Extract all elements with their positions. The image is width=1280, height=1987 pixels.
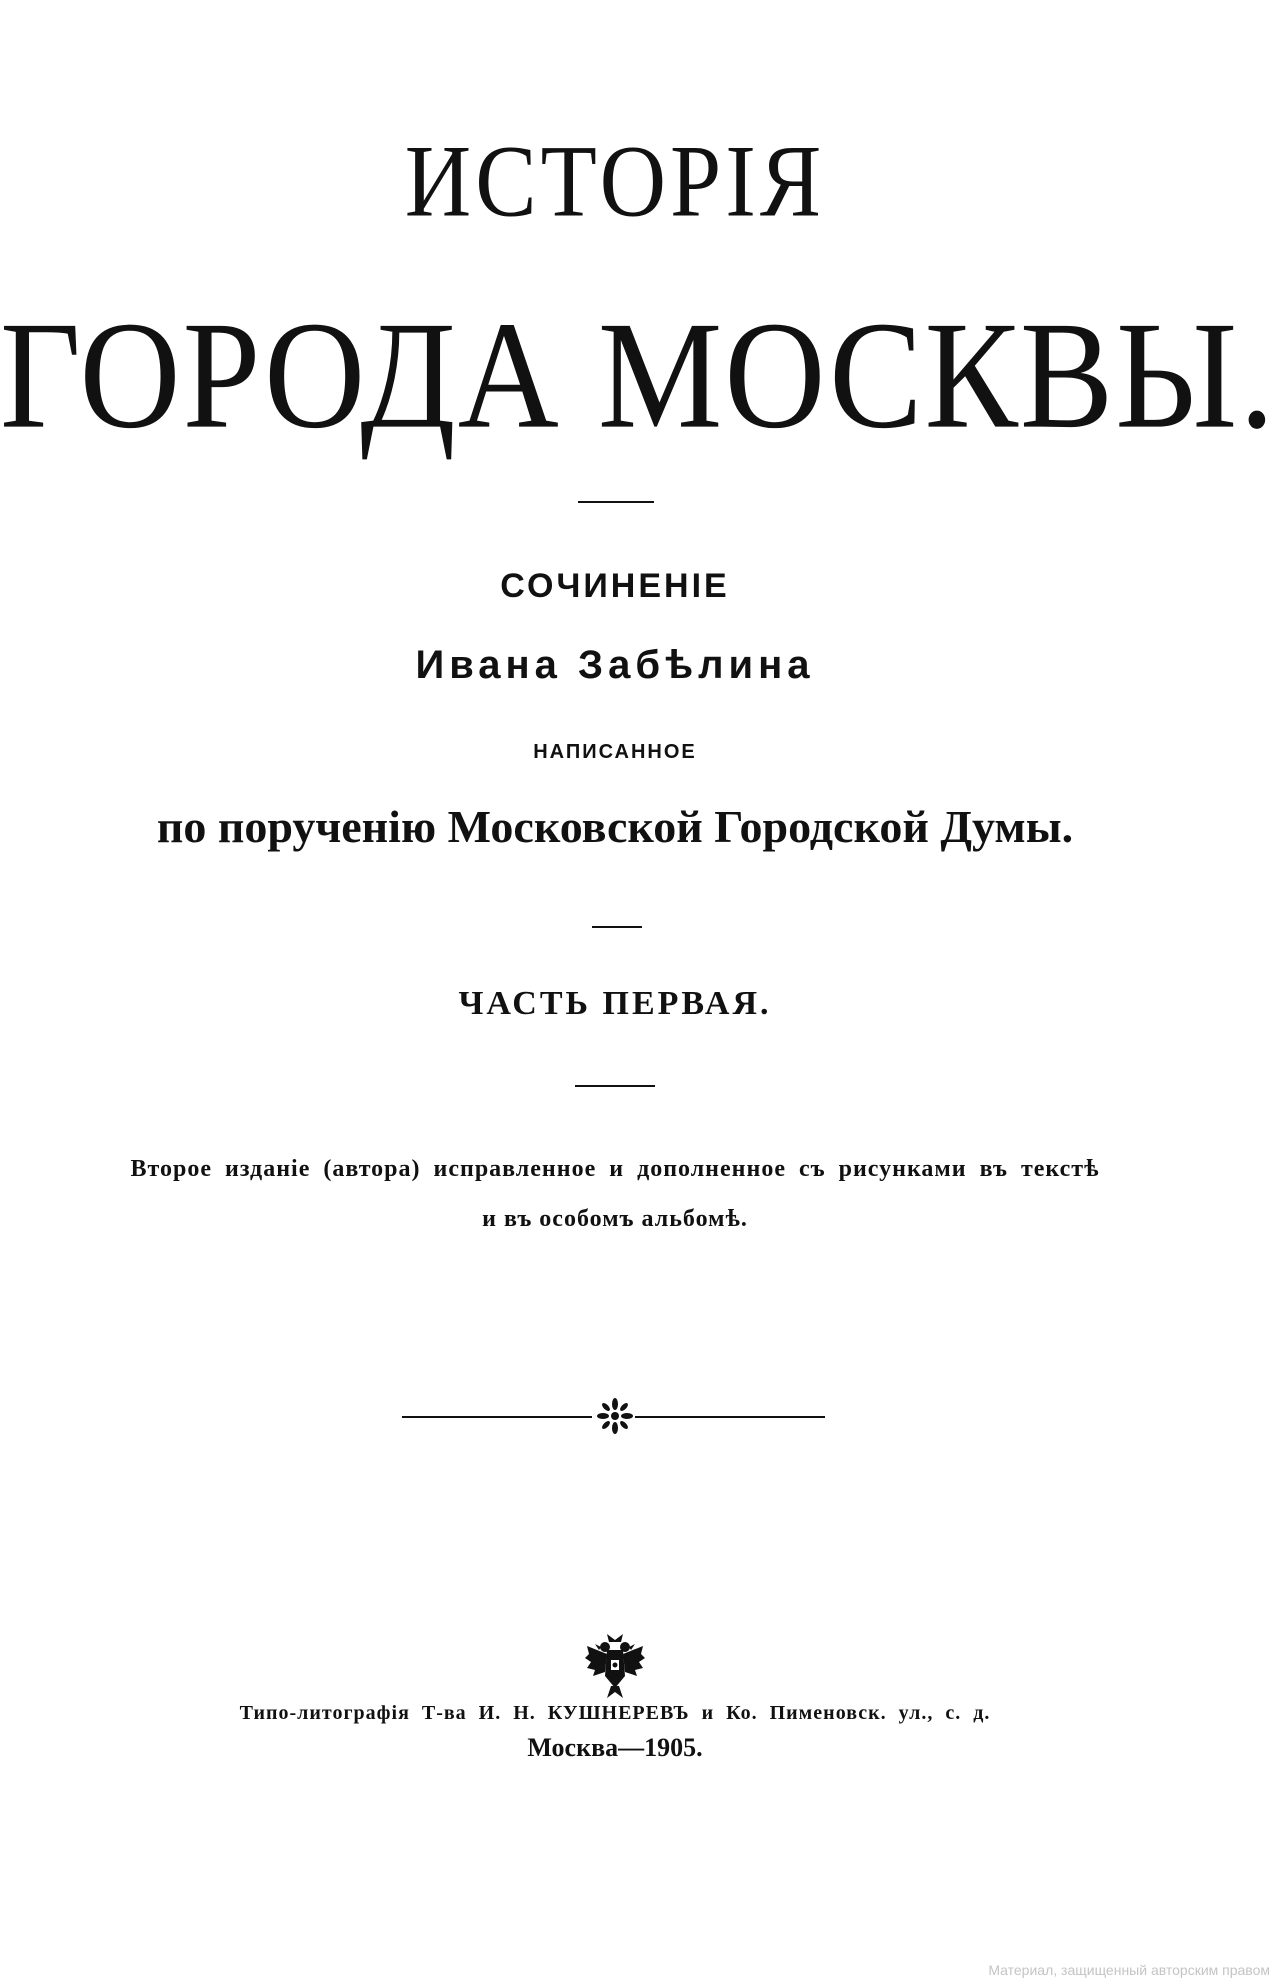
part-heading: ЧАСТЬ ПЕРВАЯ.	[458, 985, 772, 1022]
author-name: Ивана Забѣлина	[415, 643, 815, 687]
commission-line: по порученію Московской Городской Думы.	[156, 801, 1074, 852]
divider-rule	[575, 1085, 655, 1087]
floral-ornament-icon	[596, 1397, 634, 1435]
edition-line-1: Второе изданіе (автора) исправленное и дополненное съ рисунками въ текстѣ	[130, 1156, 1100, 1182]
place-year: Москва—1905.	[527, 1733, 703, 1762]
written-label: НАПИСАННОЕ	[533, 741, 697, 763]
double-headed-eagle-icon	[585, 1632, 645, 1700]
title-line-1: ИСТОРІЯ	[404, 123, 826, 239]
ornament-rule-right	[635, 1416, 825, 1418]
divider-rule	[578, 501, 654, 503]
composition-label: СОЧИНЕНІЕ	[500, 567, 730, 605]
printer-imprint: Типо-литографія Т-ва И. Н. КУШНЕРЕВЪ и Ко. Пименовск. ул., с. д.	[239, 1702, 991, 1724]
divider-rule	[592, 926, 642, 928]
copyright-watermark: Материал, защищенный авторским правом	[988, 1962, 1270, 1978]
title-line-2: ГОРОДА МОСКВЫ.	[0, 290, 1277, 461]
edition-line-2: и въ особомъ альбомѣ.	[482, 1206, 748, 1232]
ornament-rule-left	[402, 1416, 592, 1418]
